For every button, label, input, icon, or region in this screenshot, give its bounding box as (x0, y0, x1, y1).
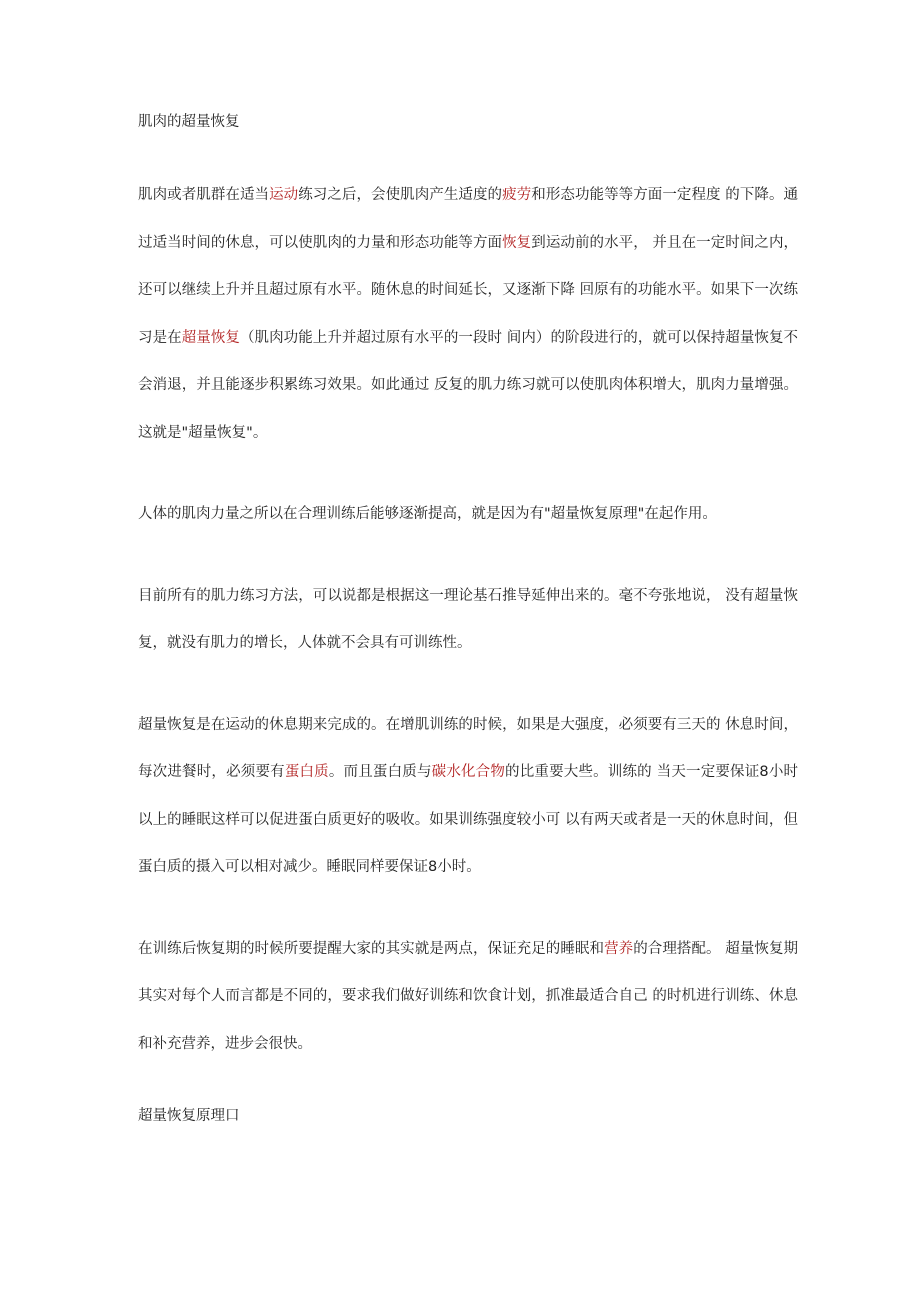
keyword-link-yundong[interactable]: 运动 (269, 187, 299, 203)
document-title: 肌肉的超量恢复 (138, 114, 240, 130)
paragraph-1 (138, 172, 798, 457)
document-body (138, 108, 798, 1130)
paragraph-text: 在训练后恢复期的时候所要提醒大家的其实就是两点，保证充足的睡眠和 (138, 940, 605, 957)
paragraph-4 (138, 702, 798, 892)
paragraph-text: 。而且蛋白质与 (328, 764, 432, 780)
paragraph-text: 和形态功能等等方面一定程度 的下降。通过适当时间的休息，可以使肌肉的力量和形态功能等方面 (138, 187, 799, 251)
paragraph-text: 的合理搭配。 超量恢复期其实对每个人而言都是不同的，要求我们做好训练和饮食计划，抓准最适合自己 的时机进行训练、休息和补充营养，进步会很快。 (138, 940, 799, 1052)
keyword-link-huifu[interactable]: 恢复 (502, 234, 532, 251)
paragraph-text: （肌肉功能上升并超过原有水平的一段时 间内）的阶段进行的，就可以保持超量恢复不会消退，并且能逐步积累练习效果。如此通过 反复的肌力练习就可以使肌肉体积增大，肌肉力量增强。这就是"超量恢复"。 (138, 329, 799, 441)
paragraph-text: 超量恢复是在运动的休息期来完成的。在增肌训练的时候，如果是大强度，必须要有三天的 休息时间，每次进餐时，必须要有 (138, 716, 798, 780)
paragraph-2: 人体的肌肉力量之所以在合理训练后能够逐渐提高，就是因为有"超量恢复原理"在起作用。 (138, 506, 717, 522)
paragraph-text: 到运动前的水平， 并且在一定时间之内，还可以继续上升并且超过原有水平。随休息的时间延长，又逐渐下降 回原有的功能水平。如果下一次练习是在 (138, 234, 799, 346)
keyword-link-tanshuihuahewu[interactable]: 碳水化合物 (431, 764, 506, 780)
keyword-link-pilao[interactable]: 疲劳 (502, 187, 532, 203)
paragraph-text: 的比重要大些。训练的 当天一定要保证8小时以上的睡眠这样可以促进蛋白质更好的吸收。如果训练强度较小可 以有两天或者是一天的休息时间，但蛋白质的摄入可以相对减少。睡眠同样要保证8小时。 (138, 764, 799, 875)
paragraph-text: 肌肉或者肌群在适当 (138, 187, 270, 203)
keyword-link-yingyang[interactable]: 营养 (604, 940, 634, 957)
paragraph-text: 练习之后，会使肌肉产生适度的 (298, 187, 503, 203)
section-heading: 超量恢复原理口 (138, 1108, 240, 1124)
paragraph-3: 目前所有的肌力练习方法，可以说都是根据这一理论基石推导延伸出来的。毫不夸张地说， 没有超量恢复，就没有肌力的增长，人体就不会具有可训练性。 (138, 587, 798, 651)
keyword-link-chaolianghuifu[interactable]: 超量恢复 (181, 329, 240, 346)
paragraph-5 (138, 926, 798, 1069)
keyword-link-danbaizhi[interactable]: 蛋白质 (284, 764, 329, 780)
